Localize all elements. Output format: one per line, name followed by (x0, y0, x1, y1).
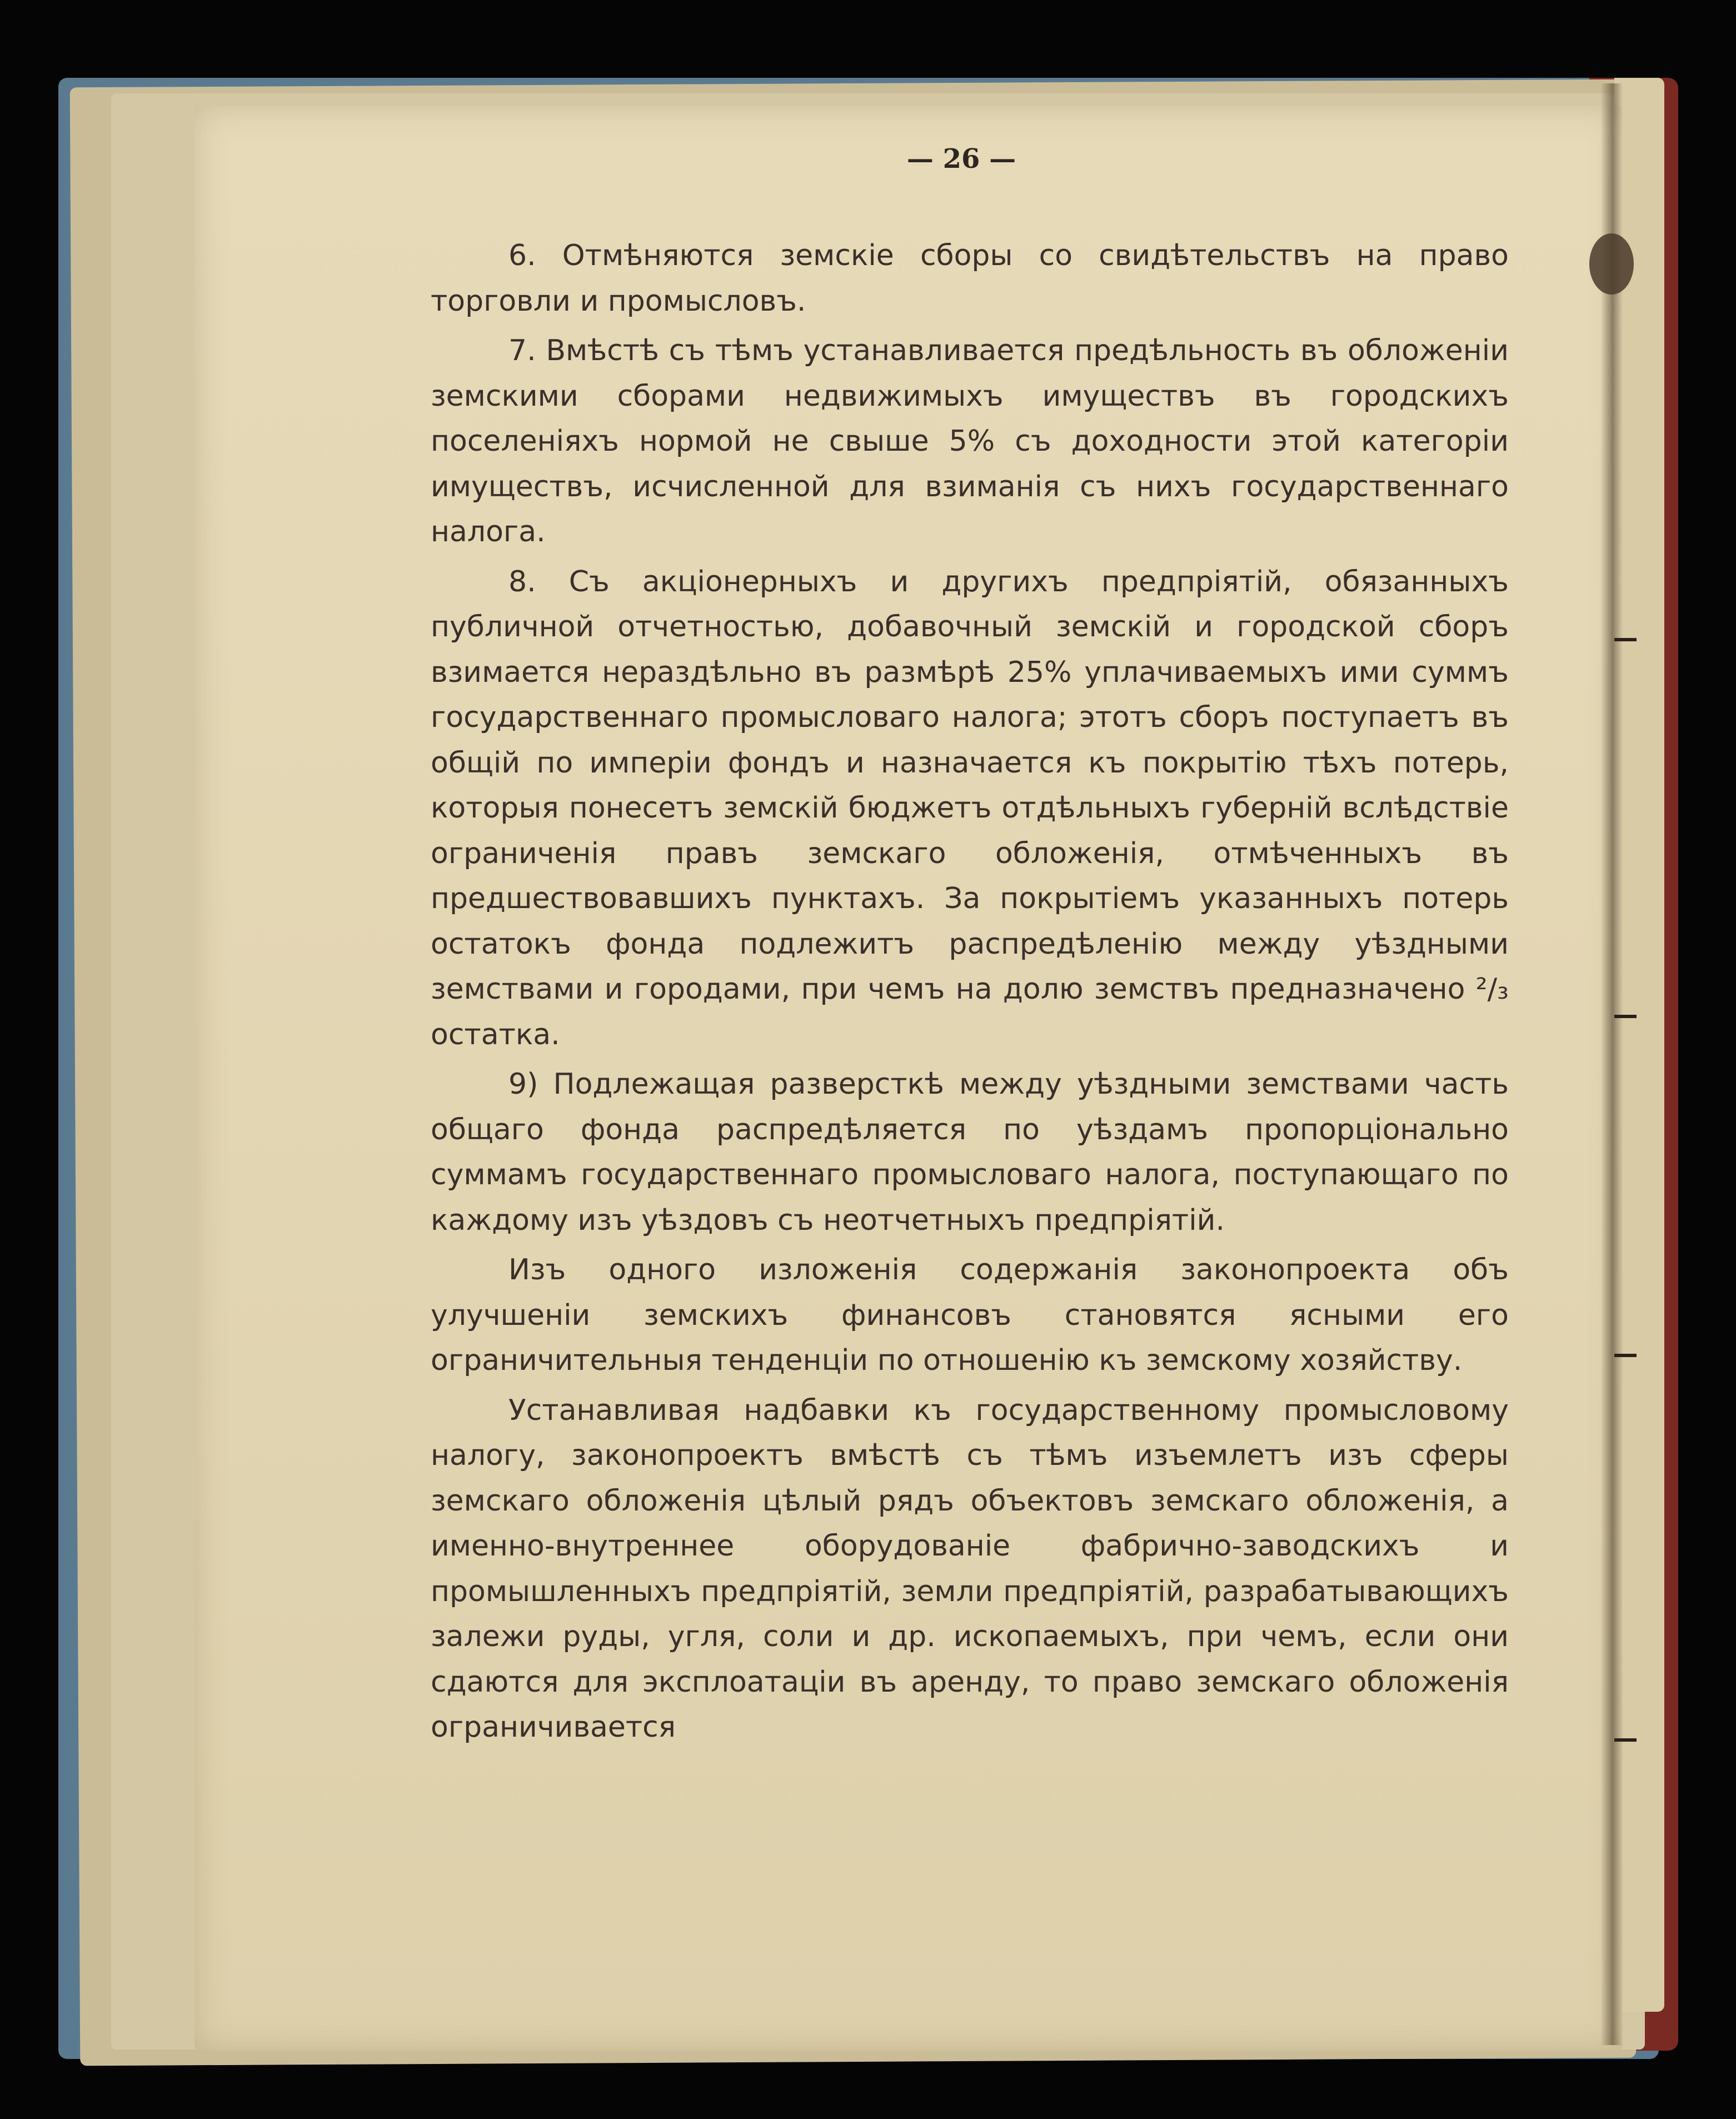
paragraph-commentary-1: Изъ одного изложенія содержанія законопроекта объ улучшеніи земскихъ финансовъ становятся ясными его ограничительныя тенденціи по отношенію къ земскому хозяйству. (431, 1253, 1509, 1377)
page-gutter-shadow (1600, 83, 1623, 2045)
page-body-text (431, 233, 1509, 1751)
binding-thread-mark (1614, 1738, 1637, 1742)
binding-thread-mark (1614, 638, 1637, 641)
page-edge-stain (1589, 233, 1634, 295)
paragraph-item-9: 9) Подлежащая разверсткѣ между уѣздными земствами часть общаго фонда распредѣляется по уѣздамъ пропорціонально суммамъ государственнаго промысловаго налога, поступающаго по каждому изъ уѣздовъ съ неотчетныхъ предпріятій. (431, 1068, 1509, 1237)
binding-thread-mark (1614, 1354, 1637, 1357)
paragraph-item-8: 8. Съ акціонерныхъ и другихъ предпріятій, обязанныхъ публичной отчетностью, добавочный земскій и городской сборъ взимается нераздѣльно въ размѣрѣ 25% уплачиваемыхъ ими суммъ государственнаго промысловаго налога; этотъ сборъ поступаетъ въ общій по имперіи фондъ и назначается къ покрытію тѣхъ потерь, которыя понесетъ земскій бюджетъ отдѣльныхъ губерній вслѣдствіе ограниченія правъ земскаго обложенія, отмѣченныхъ въ предшествовавшихъ пунктахъ. За покрытіемъ указанныхъ потерь остатокъ фонда подлежитъ распредѣленію между уѣздными земствами и городами, при чемъ на долю земствъ предназначено ²/₃ остатка. (431, 565, 1509, 1051)
paragraph-item-6: 6. Отмѣняются земскіе сборы со свидѣтельствъ на право торговли и промысловъ. (431, 239, 1509, 318)
binding-thread-mark (1614, 1015, 1637, 1018)
paragraph-item-7: 7. Вмѣстѣ съ тѣмъ устанавливается предѣльность въ обложеніи земскими сборами недвижимыхъ имуществъ въ городскихъ поселеніяхъ нормой не свыше 5% съ доходности этой категоріи имуществъ, исчисленной для взиманія съ нихъ государственнаго налога. (431, 334, 1509, 549)
page-number-header: — 26 — (906, 143, 1016, 174)
paragraph-commentary-2: Устанавливая надбавки къ государственному промысловому налогу, законопроектъ вмѣстѣ съ тѣмъ изъемлетъ изъ сферы земскаго обложенія цѣлый рядъ объектовъ земскаго обложенія, а именно-внутреннее оборудованіе фабрично-заводскихъ и промышленныхъ предпріятій, земли предпріятій, разрабатывающихъ залежи руды, угля, соли и др. ископаемыхъ, при чемъ, если они сдаются для эксплоатаціи въ аренду, то право земскаго обложенія ограничивается (431, 1393, 1509, 1744)
